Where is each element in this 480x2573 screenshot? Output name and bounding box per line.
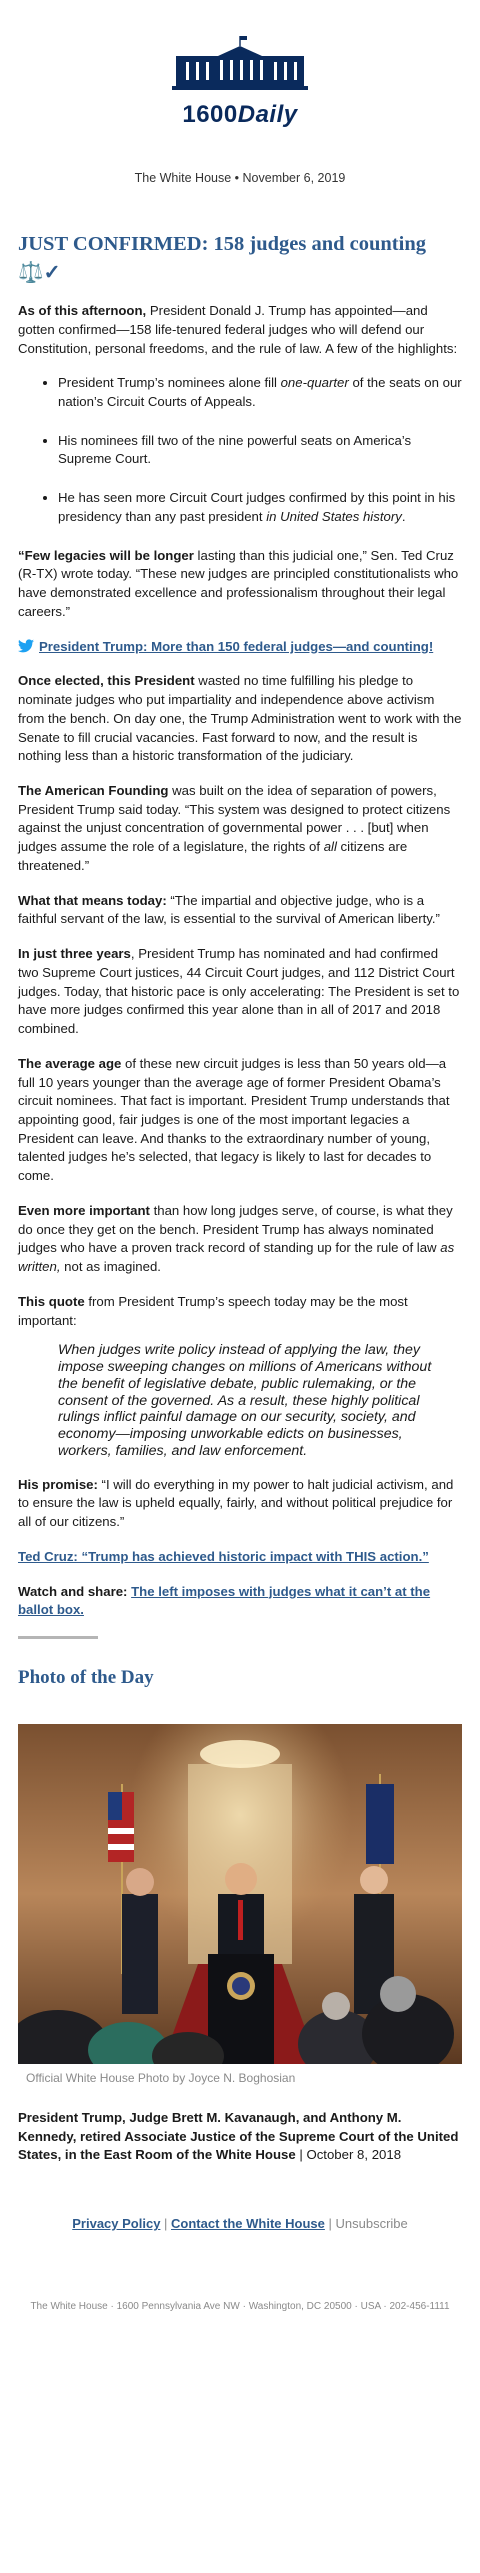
cruz-link[interactable]: Ted Cruz: “Trump has achieved historic impact with THIS action.” bbox=[18, 1548, 429, 1564]
this-quote-paragraph: This quote from President Trump’s speech today may be the most important: bbox=[18, 1293, 408, 1328]
footer-separator: | bbox=[324, 2216, 336, 2232]
contact-link[interactable]: Contact the White House bbox=[171, 2216, 325, 2232]
list-item: • President Trump’s nominees alone fill one-quarter of the seats on our nation’s Circuit Courts of Appeals. bbox=[58, 374, 462, 411]
average-age-paragraph: The average age of these new circuit judges is less than 50 years old—a full 10 years younger than the average age of former President Obama’s circuit nominees. That fact is important. President Trump understands that appointing good, fair judges is one of the most important legacies a President can leave. And thanks to the extraordinary number of young, talented judges he’s selected, that legacy is likely to last for decades to come. bbox=[18, 1055, 450, 1184]
photo-caption: President Trump, Judge Brett M. Kavanaugh, and Anthony M. Kennedy, retired Associate Justice of the Supreme Court of the United States, in the East Room of the White House | October 8, 2018 bbox=[18, 2110, 459, 2163]
once-elected-paragraph: Once elected, this President wasted no time fulfilling his pledge to nominate judges who put impartiality and independence above activism from the bench. On day one, the Trump Administration went to work with the Senate to fill crucial vacancies. Fast forward to now, and the result is nothing less than a historic transformation of the judiciary. bbox=[18, 673, 462, 764]
twitter-bird-icon bbox=[18, 639, 34, 653]
tweet-link-row bbox=[18, 638, 462, 657]
footer-address: The White House · 1600 Pennsylvania Ave NW · Washington, DC 20500 · USA · 202-456-1111 bbox=[30, 2300, 450, 2312]
dateline: The White House • November 6, 2019 bbox=[134, 171, 346, 186]
list-item: • He has seen more Circuit Court judges confirmed by this point in his presidency than any past president in United States history. bbox=[58, 489, 462, 526]
even-more-paragraph: Even more important than how long judges serve, of course, is what they do once they get on the bench. President Trump has always nominated judges who have a proven track record of standing up for the rule of law as written, not as imagined. bbox=[18, 1202, 455, 1275]
what-means-paragraph: What that means today: “The impartial and objective judge, who is a faithful servant of the law, is essential to the survival of American liberty.” bbox=[18, 892, 440, 927]
highlights-list bbox=[58, 374, 462, 526]
photo-of-the-day bbox=[18, 1724, 462, 2064]
photo-section-title: Photo of the Day bbox=[18, 1667, 154, 1689]
list-item: • His nominees fill two of the nine powerful seats on America’s Supreme Court. bbox=[58, 432, 462, 469]
section-divider bbox=[18, 1636, 98, 1639]
legacies-paragraph: “Few legacies will be longer lasting than this judicial one,” Sen. Ted Cruz (R-TX) wrote today. “These new judges are principled constitutionalists who have demonstrated excellence and professionalism throughout their legal careers.” bbox=[18, 547, 459, 619]
unsubscribe-link[interactable]: Unsubscribe bbox=[335, 2216, 408, 2232]
logo-wordmark: 1600Daily bbox=[182, 101, 298, 128]
headline: JUST CONFIRMED: 158 judges and counting ⚖️✓ bbox=[18, 232, 426, 284]
footer-links bbox=[18, 2215, 462, 2233]
watch-share-link[interactable]: The left imposes with judges what it can’t at the ballot box. bbox=[18, 1583, 431, 1618]
founding-paragraph: The American Founding was built on the idea of separation of powers, President Trump said today. “This system was designed to protect citizens against the unjust concentration of governmental power . . . [but] when judges assume the role of a legislature, the rights of all citizens are threatened.” bbox=[18, 783, 451, 873]
privacy-policy-link[interactable]: Privacy Policy bbox=[72, 2216, 161, 2232]
footer-separator: | bbox=[160, 2216, 172, 2232]
three-years-paragraph: In just three years, President Trump has nominated and had confirmed two Supreme Court justices, 44 Circuit Court judges, and 112 District Court judges. Today, that historic pace is only accelerating: The President is set to have more judges confirmed this year alone than in all of 2017 and 2018 combined. bbox=[18, 946, 460, 1037]
intro-paragraph: As of this afternoon, President Donald J. Trump has appointed—and gotten confirmed—158 life-tenured federal judges who will defend our Constitution, personal freedoms, and the rule of law. A few of the highlights: bbox=[18, 303, 458, 356]
masthead bbox=[18, 0, 462, 132]
speech-quote: When judges write policy instead of applying the law, they impose sweeping changes on millions of Americans without the benefit of legislative debate, public rulemaking, or the consent of the governed. As a result, these highly political rulings inflict painful damage on our security, society, and economy—imposing unworkable edicts on businesses, workers, families, and law enforcement. bbox=[58, 1342, 432, 1459]
cruz-link-paragraph bbox=[18, 1548, 462, 1567]
watch-share-paragraph: Watch and share: The left imposes with judges what it can’t at the ballot box. bbox=[18, 1583, 431, 1618]
tweet-link[interactable]: President Trump: More than 150 federal judges—and counting! bbox=[39, 638, 434, 654]
photo-credit: Official White House Photo by Joyce N. Boghosian bbox=[18, 2064, 462, 2087]
white-house-logo-icon bbox=[170, 34, 310, 92]
promise-paragraph: His promise: “I will do everything in my power to halt judicial activism, and to ensure the law is upheld equally, fairly, and without political prejudice for all of our citizens.” bbox=[18, 1476, 454, 1530]
